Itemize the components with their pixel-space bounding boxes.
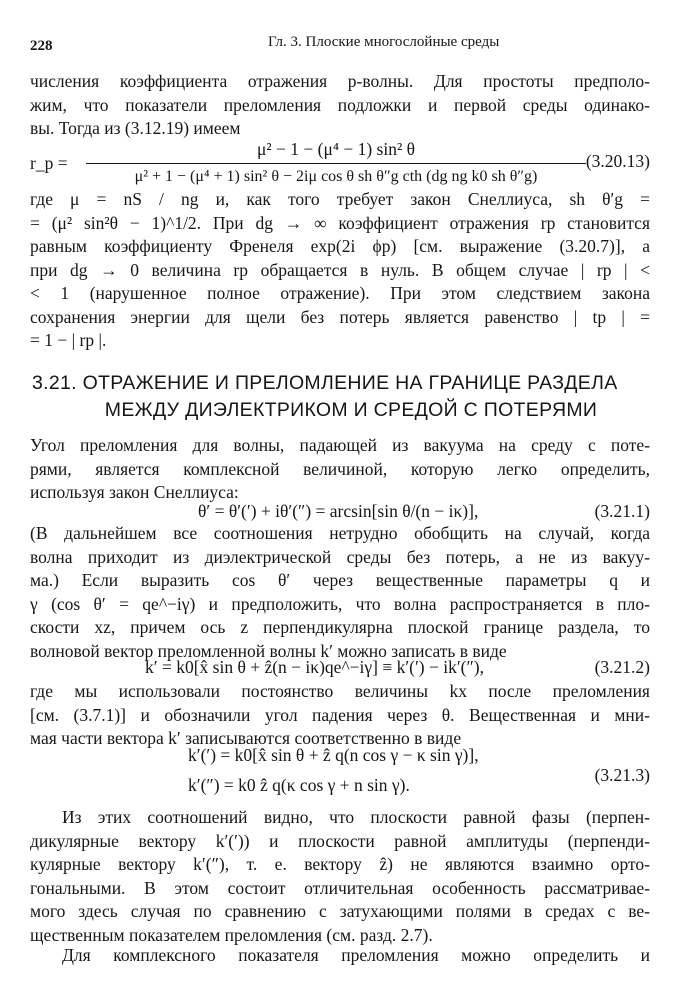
text-line: мого здесь случая по сравнению с затухающими полями в средах с ве- [30,901,650,921]
equation-number: (3.20.13) [585,151,650,171]
text-line: дикулярные вектору k′(′)) и плоскости равной амплитуды (перпенди- [30,830,650,851]
equation-3-21-2 [30,656,650,680]
section-heading [30,370,650,424]
text-line: Для комплексного показателя преломления можно определить и [62,945,650,965]
text-line: волновой вектор преломленной волны k′ можно записать в виде [30,640,507,661]
text-line: скости xz, причем ось z перпендикулярна плоской границе раздела, то [30,617,650,637]
paragraph-complex-index [30,944,650,968]
equation-line: k′(″) = k0 ẑ q(κ cos γ + n sin γ). [188,775,410,795]
text-line: Из этих соотношений видно, что плоскости равной фазы (перпен- [62,807,650,827]
text-line: вы. Тогда из (3.12.19) имеем [30,118,241,138]
text-line: числения коэффициента отражения p-волны. Для простоты предполо- [30,71,650,91]
text-line: жим, что показатели преломления подложки и первой среды одинако- [30,94,650,115]
text-line: Угол преломления для волны, падающей из вакуума на среду с поте- [30,435,650,455]
equation-3-21-1 [30,500,650,524]
text-line: мая части вектора k′ записываются соответственно в виде [30,728,462,748]
page-header [30,34,650,56]
page-number: 228 [30,38,53,54]
text-line: < 1 (нарушенное полное отражение). При этом следствием закона [30,283,650,303]
text-line: = (μ² sin²θ − 1)^1/2. При dg → ∞ коэффициент отражения rp становится [30,212,650,233]
paragraph-refraction-angle [30,434,650,505]
text-line: используя закон Снеллиуса: [30,482,239,502]
text-line: волна приходит из диэлектрической среды без потерь, а не из вакуу- [30,546,650,567]
equation-number: (3.21.3) [594,765,650,785]
text-line: = 1 − | rp |. [30,330,107,350]
equation-number: (3.21.2) [594,657,650,677]
equation-line: k′(′) = k0[x̂ sin θ + ẑ q(n cos γ − κ sin γ)], [188,745,479,765]
fraction-line [86,163,586,164]
equation-lhs: r_p = [30,153,68,173]
equation-number: (3.21.1) [594,501,650,521]
equation-body: θ′ = θ′(′) + iθ′(″) = arcsin[sin θ/(n − iκ)], [198,501,479,521]
text-line: (В дальнейшем все соотношения нетрудно обобщить на случай, когда [30,523,650,543]
text-line: щественным показателем преломления (см. разд. 2.7). [30,924,433,945]
text-line: кулярные вектору k′(″), т. е. вектору ẑ) не являются взаимно орто- [30,854,650,874]
equation-numerator: μ² − 1 − (μ⁴ − 1) sin² θ [257,139,415,159]
text-line: где μ = nS / ng и, как того требует закон Снеллиуса, sh θ′g = [30,189,650,209]
text-line: [см. (3.7.1)] и обозначили угол падения через θ. Вещественная и мни- [30,704,650,725]
paragraph-phase-planes [30,806,650,947]
paragraph-intro [30,70,650,141]
section-heading-line1: 3.21. ОТРАЖЕНИЕ И ПРЕЛОМЛЕНИЕ НА ГРАНИЦЕ РАЗДЕЛА [32,372,618,394]
running-title: Гл. 3. Плоские многослойные среды [268,34,500,50]
text-line: гональными. В этом состоит отличительная особенность рассматривае- [30,877,650,898]
text-line: при dg → 0 величина rp обращается в нуль. В общем случае | rp | < [30,259,650,280]
paragraph-snell [30,188,650,353]
equation-body: k′ = k0[x̂ sin θ + ẑ(n − iκ)qe^−iγ] ≡ k′(′) − ik′(″), [145,657,485,677]
text-line: рями, является комплексной величиной, которую легко определить, [30,458,650,479]
paragraph-wave-vector [30,522,650,663]
section-heading-line2: МЕЖДУ ДИЭЛЕКТРИКОМ И СРЕДОЙ С ПОТЕРЯМИ [104,399,598,421]
equation-denominator: μ² + 1 − (μ⁴ + 1) sin² θ − 2iμ cos θ sh θ″g cth (dg ng k0 sh θ″g) [134,168,538,185]
equation-3-21-3 [30,744,650,798]
text-line: ма.) Если выразить cos θ′ через вещественные параметры q и [30,570,650,590]
text-line: γ (cos θ′ = qe^−iγ) и предположить, что волна распространяется в пло- [30,593,650,614]
text-line: равным коэффициенту Френеля exp(2i ϕp) [см. выражение (3.20.7)], а [30,236,650,256]
text-line: где мы использовали постоянство величины kx после преломления [30,681,650,701]
text-line: сохранения энергии для щели без потерь является равенство | tp | = [30,306,650,327]
equation-3-20-13 [30,138,650,188]
paragraph-kx [30,680,650,751]
